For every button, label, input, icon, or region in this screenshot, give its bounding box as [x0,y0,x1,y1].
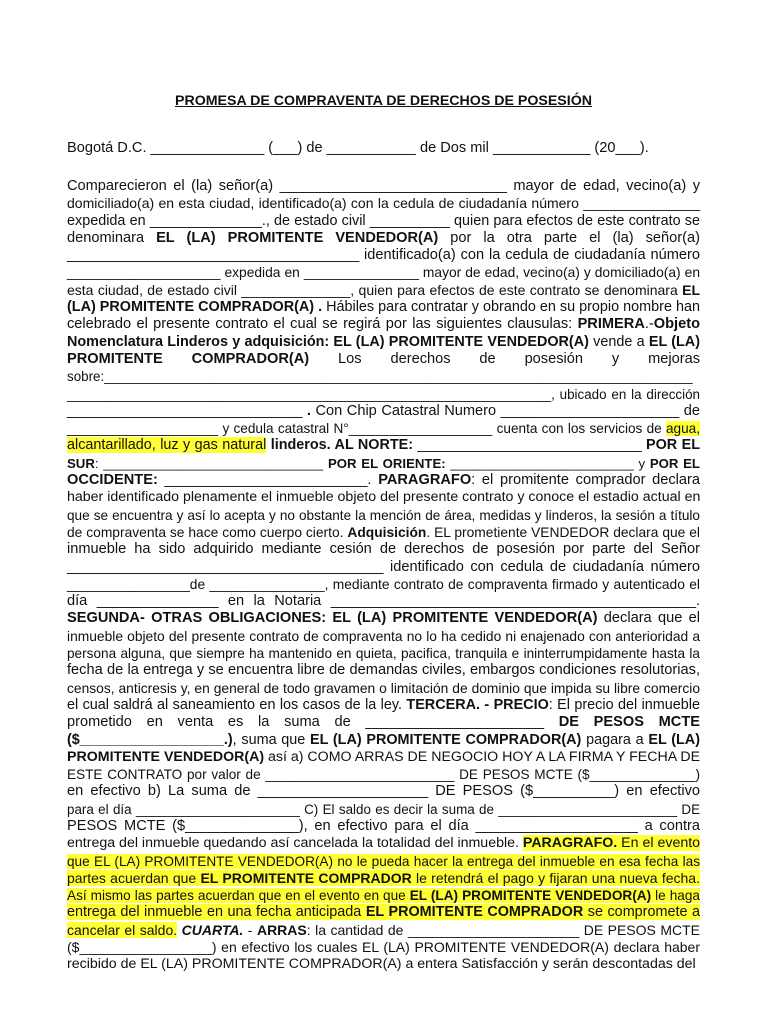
text-run: EL [682,281,700,298]
text-run: OCCIDENTE: [67,472,158,489]
text-run: Objeto [653,316,700,333]
text-run: : El precio del inmueble [548,696,700,713]
contract-line [67,576,700,593]
text-run: POR EL ORIENTE: [328,455,446,471]
text-run: En el evento [617,835,701,852]
contract-line [67,783,700,800]
contract-line [67,524,700,541]
contract-line [67,749,700,766]
text-run: agua, [665,421,700,437]
text-run: EL (LA) PROMITENTE VENDEDOR(A) [409,888,652,904]
text-run: recibido de EL (LA) PROMITENTE COMPRADOR(A) a entera Satisfacción y serán descontadas del [67,956,696,973]
text-run: _________________________. [157,472,379,489]
contract-line [67,801,700,818]
contract-line [67,541,700,558]
text-run: EL PROMITENTE COMPRADOR [200,869,412,886]
text-run: DE PESOS MCTE [558,714,700,731]
text-run: PESOS MCTE ($______________), en efectivo para el día ____________________ a contra [67,817,700,834]
text-run: persona alguna, que siempre ha mantenido en quieta, pacifica, tranquila e ininterrumpidamente hasta la [67,646,700,662]
text-run: inmueble objeto del presente contrato de compraventa no lo ha cedido ni enajenado con anterioridad a [67,628,700,644]
contract-line [67,662,700,679]
contract-line [67,680,700,697]
text-run: se compromete a [583,904,700,921]
text-run: domiciliado(a) en esta ciudad, identificado(a) con la cedula de ciudadanía número _______________ [67,195,700,212]
contract-line [67,956,700,973]
text-run: EL (LA) PROMITENTE VENDEDOR(A) [156,229,439,246]
text-run: denominara [67,229,157,246]
text-run: le retendrá el pago y fijaran una nueva fecha. [411,869,700,886]
contract-line [67,247,700,264]
contract-line [67,714,700,731]
text-run: por la otra parte el (la) señor(a) [438,229,700,246]
text-run: _________________________ y [445,455,650,471]
text-run: EL (LA) [648,333,700,350]
contract-line [67,732,700,749]
contract-line [67,472,700,489]
text-run: .- [644,316,654,333]
contract-line [67,334,700,351]
text-run: . [306,402,311,419]
text-run: EL PROMITENTE COMPRADOR [365,904,584,921]
text-run: en efectivo b) La suma de _____________________ DE PESOS ($__________) en efectivo [67,783,700,800]
text-run: ($_________________) en efectivo los cuales EL (LA) PROMITENTE VENDEDOR(A) declara haber [67,939,700,956]
text-run: PRIMERA [577,316,645,333]
text-run: : el promitente comprador declara [471,472,700,489]
contract-line [67,282,700,299]
text-run: día _______________ en la Notaria _____________________________________________. [67,593,700,610]
contract-line [67,403,700,420]
text-run: expedida en ______________., de estado civil __________ quien para efectos de este contrato se [67,212,700,229]
contract-line [67,628,700,645]
text-run: linderos. AL NORTE: [266,437,414,454]
contract-line [67,213,700,230]
contract-line [67,507,700,524]
text-run: PROMITENTE VENDEDOR(A) [67,748,265,765]
text-run: vende a [588,333,649,350]
text-run: que se encuentra y así lo acepta y no obstante la mención de área, medidas y linderos, la sesión a título [67,507,700,523]
text-run: el cual saldrá al saneamiento en los casos de la ley. [67,696,407,713]
contract-line [67,316,700,333]
text-run: SUR [67,455,95,471]
text-run: Comparecieron el (la) señor(a) ____________________________ mayor de edad, vecino(a) y [67,178,700,194]
text-run: _________________________________________________________________, ubicado en la dirección [67,386,700,402]
text-run: le haga [651,888,700,904]
contract-line [67,939,700,956]
text-run: haber identificado plenamente el inmueble objeto del presente contrato y conoce el estadio actual en [67,489,701,506]
text-run: esta ciudad, de estado civil ______________, quien para efectos de este contrato se denominara [67,281,683,298]
text-run: , suma que [232,731,311,748]
text-run: Los derechos de posesión y mejoras [309,350,701,367]
contract-line [67,697,700,714]
text-run: ________________de _______________, mediante contrato de compraventa firmado y autenticado el [67,576,700,592]
contract-line [67,870,700,887]
contract-line [67,593,700,610]
text-run: ____________________________ [413,437,646,454]
text-run: _______________________________________ identificado con cedula de ciudadanía número [67,558,700,575]
text-run: entrega del inmueble quedando así cancelada la totalidad del inmueble. [67,835,523,852]
text-run: inmueble ha sido adquirido mediante cesión de derechos de posesión por parte del Señor [67,541,700,558]
contract-line [67,610,700,627]
text-run: pagara a [581,731,649,748]
text-run: EL (LA) PROMITENTE COMPRADOR(A) [310,731,582,748]
text-run: censos, anticresis y, en general de todo gravamen o limitación de dominio que impida su libre comercio [67,680,700,696]
contract-line [67,559,700,576]
text-run: entrega del inmueble en una fecha anticipada [67,904,366,921]
contract-line [67,195,700,212]
text-run: POR EL [646,437,700,454]
text-run: así a) COMO ARRAS DE NEGOCIO HOY A LA FIRMA Y FECHA DE [264,748,701,765]
text-run: alcantarillado, luz y gas natural [67,437,267,454]
text-run: : la cantidad de ______________________ DE PESOS MCTE [306,921,701,938]
text-run: para el día ______________________ C) El saldo es decir la suma de ________________________ DE [67,801,700,817]
text-run: Adquisición [347,524,427,540]
contract-body [67,178,700,974]
text-run: ESTE CONTRATO por valor de _________________________ DE PESOS MCTE ($______________) [67,767,700,783]
date-line: Bogotá D.C. ______________ (___) de ___________ de Dos mil ____________ (20___). [67,140,649,156]
text-run: _____________________________ [67,402,307,419]
text-run: POR EL [649,455,700,471]
contract-line [67,818,700,835]
text-run: - [243,921,257,938]
contract-line [67,853,700,870]
contract-line [67,230,700,247]
text-run: de compraventa se hace como cuerpo cierto. [67,524,348,540]
contract-line [67,766,700,783]
text-run: declara que el [597,610,700,627]
contract-line [67,264,700,281]
contract-line [67,489,700,506]
text-run: fecha de la entrega y se encuentra libre de demandas civiles, embargos condiciones resolutorias, [67,662,700,679]
text-run: PARAGRAFO [378,472,472,489]
contract-line [67,835,700,852]
text-run: Nomenclatura Linderos y adquisición: EL (LA) PROMITENTE VENDEDOR(A) [67,333,589,350]
contract-line [67,299,700,316]
text-run: : ______________________________ [94,455,328,471]
contract-line [67,645,700,662]
text-run: Así mismo las partes acuerdan que en el evento en que [67,888,410,904]
contract-line [67,887,700,904]
text-run: sobre:_______________________________________________________________________________ [67,369,693,385]
text-run: PARAGRAFO. [522,835,618,852]
text-run: ____________________ expedida en _______________ mayor de edad, vecino(a) y domiciliado(a) en [67,265,700,281]
text-run: celebrado el presente contrato el cual se regirá por las siguientes clausulas: [67,316,578,333]
text-run: Hábiles para contratar y obrando en su propio nombre han [322,299,700,316]
contract-line [67,455,700,472]
text-run: Con Chip Catastral Numero ______________________ de [310,402,700,419]
contract-line [67,437,700,454]
text-run: ARRAS [256,921,307,938]
text-run: TERCERA. - PRECIO [406,696,549,713]
document-page [67,92,700,974]
document-title: PROMESA DE COMPRAVENTA DE DERECHOS DE POSESIÓN [174,93,592,109]
text-run: SEGUNDA- OTRAS OBLIGACIONES: EL (LA) PROMITENTE VENDEDOR(A) [67,610,598,627]
text-run: (LA) PROMITENTE COMPRADOR(A) . [67,299,323,316]
text-run: ____________________ y cedula catastral N°___________________ cuenta con los servicios de [67,421,666,437]
contract-line [67,351,700,368]
text-run: prometido en venta es la suma de ______________________ [67,714,559,731]
text-run: partes acuerdan que [67,869,201,886]
contract-line [67,368,700,385]
text-run: ($__________________.) [67,731,233,748]
text-run: ____________________________________ identificado(a) con la cedula de ciudadanía número [67,247,700,264]
contract-line [67,904,700,921]
text-run: . EL prometiente VENDEDOR declara que el [426,524,700,540]
contract-line [67,386,700,403]
text-run: que EL (LA) PROMITENTE VENDEDOR(A) no le pueda hacer la entrega del inmueble en esa fecha las [67,853,700,869]
text-run: EL (LA) [648,731,700,748]
text-run: PROMITENTE COMPRADOR(A) [67,350,310,367]
text-run: CUARTA. [181,921,244,938]
contract-line [67,420,700,437]
contract-line [67,922,700,939]
contract-line [67,178,700,195]
text-run: cancelar el saldo. [67,921,178,938]
